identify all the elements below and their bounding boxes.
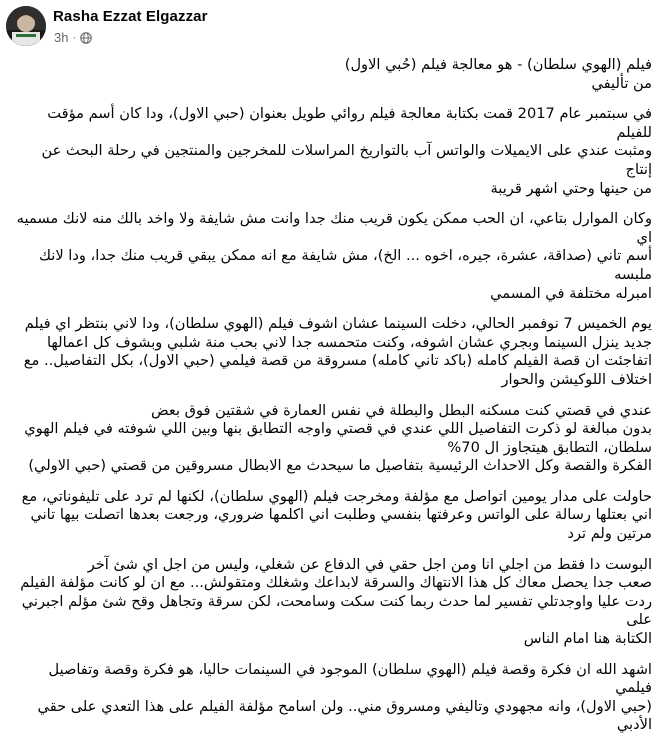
text-line: حاولت على مدار يومين اتواصل مع مؤلفة ومخرجت فيلم (الهوي سلطان)، لكنها لم ترد على تليفوناتي، مع bbox=[21, 487, 652, 505]
paragraph bbox=[12, 556, 652, 649]
text-line: جديد ينزل السينما وبجري عشان اشوفه، وكنت متحمسه جدا لاني بحب منة شلبي وبشوف كل اعمالها bbox=[46, 333, 652, 351]
text-line: بدون مبالغة لو ذكرت التفاصيل اللي عندي في قصتي واوجه التطابق بنها وبين اللي شوفته في فيلم الهوي bbox=[24, 420, 652, 438]
text-line: يوم الخميس 7 نوفمبر الحالي، دخلت السينما عشان اشوف فيلم (الهوي سلطان)، ودا لاني بنتظر اي فيلم bbox=[24, 315, 652, 333]
text-line: (حبي الاول)، وانه مجهودي وتاليفي ومسروق مني.. ولن اسامح مؤلفة الفيلم على هذا التعدي على حقي bbox=[37, 697, 652, 715]
text-line: أسم تاني (صداقة، عشرة، جيره، اخوه ... الخ)، مش شايفة مع انه ممكن يبقي قريب منك جدا، ودا لانك ملبسه bbox=[38, 247, 652, 283]
post-meta bbox=[54, 30, 92, 45]
meta-separator: · bbox=[72, 31, 77, 44]
text-line: في سبتمبر عام 2017 قمت بكتابة معالجة فيلم روائي طويل بعنوان (حبي الاول)، ودا كان أسم مؤقت للفيلم bbox=[47, 105, 652, 141]
text-line: اشهد الله ان فكرة وقصة فيلم (الهوي سلطان) الموجود في السينمات حاليا، هو فكرة وقصة وتفاصيل فيلمي bbox=[48, 660, 652, 697]
text-line: ومثبت عندي على الايميلات والواتس آب بالتواريخ المراسلات للمخرجين والمنتجين في رحلة البحث عن إنتاج bbox=[41, 142, 652, 178]
text-line: الكتابة هنا امام الناس bbox=[523, 630, 652, 648]
paragraph bbox=[12, 402, 652, 476]
paragraph bbox=[12, 105, 652, 198]
text-line: البوست دا فقط من اجلي انا ومن اجل حقي في الدفاع عن شغلي، وليس من اجل اي شئ آخر bbox=[87, 555, 652, 573]
author-name[interactable]: Rasha Ezzat Elgazzar bbox=[53, 8, 208, 25]
text-line: اختلاف اللوكيشن والحوار bbox=[501, 370, 652, 388]
text-line: الفكرة والقصة وكل الاحداث الرئيسية بتفاصيل ما سيحدث مع الابطال مسروقين من قصتي (حبي الاولي) bbox=[28, 457, 652, 475]
text-line: سلطان، التطابق هيتجاوز ال 70% bbox=[447, 438, 652, 456]
paragraph bbox=[12, 488, 652, 544]
text-line: من تأليفي bbox=[591, 74, 652, 92]
globe-icon[interactable] bbox=[80, 32, 92, 44]
text-line: صعب جدا يحصل معاك كل هذا الانتهاك والسرقة لابداعك وشغلك ومتقولش... مع ان لو كانت مؤلفة الفيلم bbox=[20, 574, 652, 592]
text-line: من حينها وحتي اشهر قريبة bbox=[490, 179, 652, 197]
post-header bbox=[0, 0, 666, 52]
avatar-image bbox=[6, 6, 46, 46]
post-time[interactable]: 3h bbox=[54, 30, 69, 45]
text-line: اني بعتلها رسالة على الواتس وعرفتها بنفسي وطلبت اني اكلمها ضروري، ورجعت بعدها اتصلت بيها تاني bbox=[30, 506, 652, 524]
paragraph-title bbox=[12, 56, 652, 93]
post-body bbox=[12, 56, 652, 735]
avatar[interactable] bbox=[6, 6, 46, 46]
text-line: امبرله مختلفة في المسمي bbox=[490, 284, 652, 302]
text-line: الأدبي bbox=[616, 716, 652, 734]
text-line: اتفاجئت ان قصة الفيلم كامله (باكد تاني كامله) مسروقة من قصة فيلمي (حبي الاول)، بكل التفاصيل.. مع bbox=[23, 352, 652, 370]
paragraph bbox=[12, 315, 652, 389]
text-line: مرتين ولم ترد bbox=[567, 525, 652, 543]
text-line: فيلم (الهوي سلطان) - هو معالجة فيلم (حُبي الاول) bbox=[344, 56, 652, 73]
text-line: ردت عليا واوجدتلي تفسير لما حدث ربما كنت سكت وسامحت، لكن سرقة وتجاهل وقح شئ مؤلم اجبرني على bbox=[21, 592, 652, 629]
text-line: عندي في قصتي كنت مسكنه البطل والبطلة في نفس العمارة في شقتين فوق بعض bbox=[151, 401, 652, 419]
text-line: وكان الموارل بتاعي، ان الحب ممكن يكون قريب منك جدا وانت مش شايفة ولا واخد بالك منه لانك مسميه اي bbox=[16, 210, 652, 246]
paragraph bbox=[12, 210, 652, 303]
paragraph bbox=[12, 661, 652, 735]
